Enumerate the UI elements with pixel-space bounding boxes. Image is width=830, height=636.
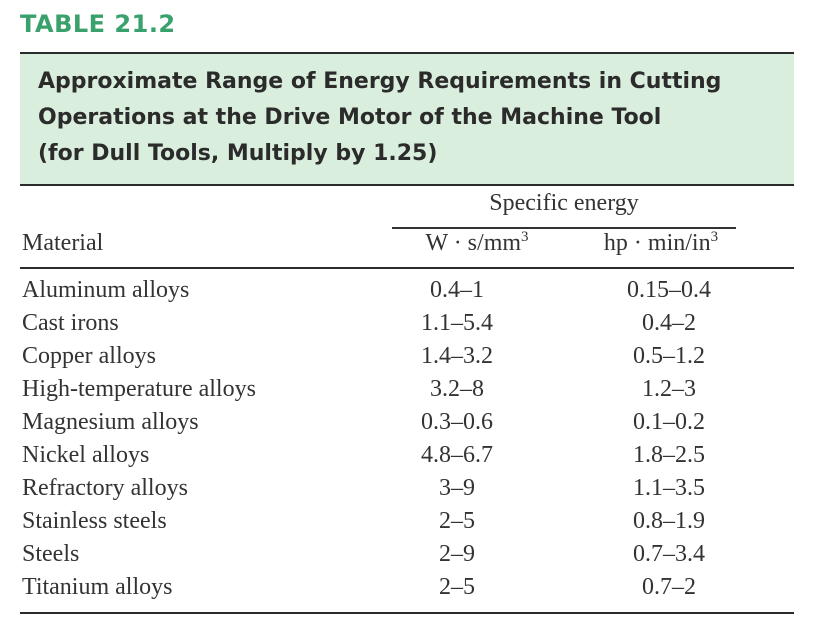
w-s-mm3-cell: 0.3–0.6 (421, 409, 493, 435)
table-row (0, 538, 830, 571)
material-cell: Aluminum alloys (22, 277, 190, 303)
w-s-mm3-cell: 3–9 (439, 475, 475, 501)
table-row (0, 439, 830, 472)
material-cell: High-temperature alloys (22, 376, 256, 402)
table-title-line-1: Approximate Range of Energy Requirements in Cutting (38, 69, 722, 94)
column-header-hp-min-in3 (566, 230, 756, 257)
group-header-rule (392, 227, 736, 229)
material-cell: Titanium alloys (22, 574, 173, 600)
w-s-mm3-cell: 1.4–3.2 (421, 343, 493, 369)
table-row (0, 340, 830, 373)
material-cell: Copper alloys (22, 343, 156, 369)
column-header-hp-min-in3-exponent: 3 (710, 229, 719, 245)
table-body (0, 274, 830, 604)
bottom-rule (20, 612, 794, 614)
w-s-mm3-cell: 2–9 (439, 541, 475, 567)
material-cell: Steels (22, 541, 80, 567)
w-s-mm3-cell: 2–5 (439, 574, 475, 600)
column-header-w-s-mm3 (392, 230, 562, 257)
material-cell: Nickel alloys (22, 442, 150, 468)
w-s-mm3-cell: 4.8–6.7 (421, 442, 493, 468)
w-s-mm3-cell: 1.1–5.4 (421, 310, 493, 336)
hp-min-in3-cell: 0.5–1.2 (633, 343, 705, 369)
table-title-line-3: (for Dull Tools, Multiply by 1.25) (38, 141, 438, 166)
hp-min-in3-cell: 1.2–3 (642, 376, 696, 402)
table-row (0, 373, 830, 406)
hp-min-in3-cell: 0.15–0.4 (627, 277, 711, 303)
material-cell: Magnesium alloys (22, 409, 199, 435)
table-title-box (20, 54, 794, 184)
table-title-line-2: Operations at the Drive Motor of the Machine Tool (38, 105, 662, 130)
table-row (0, 307, 830, 340)
hp-min-in3-cell: 0.8–1.9 (633, 508, 705, 534)
table-row (0, 472, 830, 505)
hp-min-in3-cell: 0.4–2 (642, 310, 696, 336)
hp-min-in3-cell: 1.8–2.5 (633, 442, 705, 468)
table-row (0, 406, 830, 439)
table-label: TABLE 21.2 (20, 10, 176, 38)
w-s-mm3-cell: 0.4–1 (430, 277, 484, 303)
material-cell: Cast irons (22, 310, 119, 336)
hp-min-in3-cell: 1.1–3.5 (633, 475, 705, 501)
column-header-material: Material (22, 230, 104, 256)
hp-min-in3-cell: 0.7–2 (642, 574, 696, 600)
column-header-w-s-mm3-exponent: 3 (521, 229, 529, 245)
table-row (0, 505, 830, 538)
header-bottom-rule (20, 267, 794, 269)
table-row (0, 274, 830, 307)
column-header-w-s-mm3-text: W · s/mm (425, 230, 522, 256)
w-s-mm3-cell: 2–5 (439, 508, 475, 534)
material-cell: Stainless steels (22, 508, 167, 534)
group-header-specific-energy: Specific energy (489, 190, 639, 216)
hp-min-in3-cell: 0.1–0.2 (633, 409, 705, 435)
column-header-hp-min-in3-text: hp · min/in (603, 230, 711, 256)
material-cell: Refractory alloys (22, 475, 188, 501)
table-row (0, 571, 830, 604)
hp-min-in3-cell: 0.7–3.4 (633, 541, 705, 567)
title-bottom-rule (20, 184, 794, 186)
w-s-mm3-cell: 3.2–8 (430, 376, 484, 402)
